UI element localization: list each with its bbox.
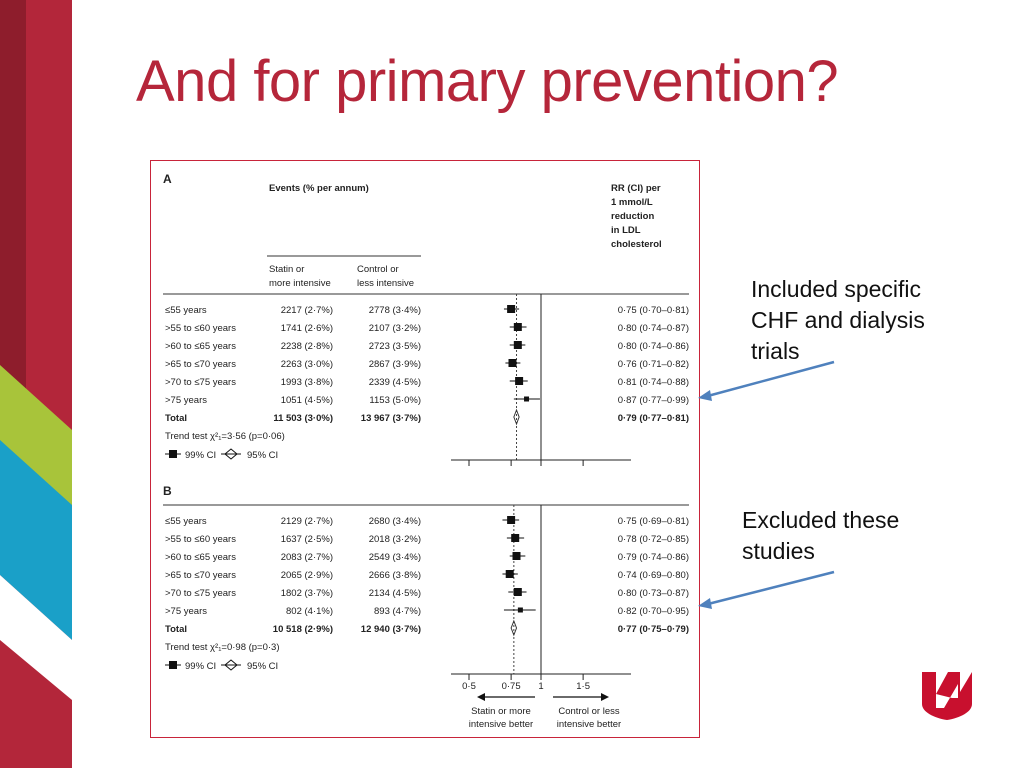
- row-rr-value: 0·81 (0·74–0·88): [617, 377, 689, 388]
- annotation-line: Included specific: [751, 276, 922, 302]
- events-header: Events (% per annum): [269, 183, 369, 194]
- row-age-label: >75 years: [165, 606, 207, 617]
- direction-left-label: Statin or more: [471, 706, 531, 717]
- row-statin-value: 1637 (2·5%): [280, 534, 333, 545]
- row-statin-value: 2217 (2·7%): [280, 305, 333, 316]
- total-rr-value: 0·79 (0·77–0·81): [617, 413, 689, 424]
- control-col-header: Control or: [357, 264, 399, 275]
- legend-95ci: 95% CI: [247, 450, 279, 461]
- row-control-value: 2867 (3·9%): [368, 359, 421, 370]
- x-axis-tick-label: 1·5: [576, 681, 590, 692]
- arrow-icon: [704, 362, 834, 397]
- trend-test: Trend test χ²₁=0·98 (p=0·3): [165, 642, 280, 653]
- row-rr-value: 0·75 (0·70–0·81): [617, 305, 689, 316]
- statin-col-header: Statin or: [269, 264, 305, 275]
- rr-header: cholesterol: [611, 239, 662, 250]
- row-rr-value: 0·78 (0·72–0·85): [617, 534, 689, 545]
- row-rr-value: 0·87 (0·77–0·99): [617, 395, 689, 406]
- row-rr-value: 0·79 (0·74–0·86): [617, 552, 689, 563]
- x-axis-tick-label: 0·75: [501, 681, 521, 692]
- university-logo-icon: [918, 664, 976, 720]
- row-statin-value: 1741 (2·6%): [280, 323, 333, 334]
- row-control-value: 2666 (3·8%): [368, 570, 421, 581]
- annotation-line: Excluded these: [742, 507, 900, 533]
- direction-right-label: Control or less: [558, 706, 620, 717]
- rr-header: reduction: [611, 211, 655, 222]
- row-age-label: ≤55 years: [165, 516, 207, 527]
- arrow-icon: [704, 572, 834, 605]
- row-control-value: 2778 (3·4%): [368, 305, 421, 316]
- row-age-label: >70 to ≤75 years: [165, 377, 236, 388]
- row-rr-value: 0·80 (0·74–0·87): [617, 323, 689, 334]
- row-control-value: 2107 (3·2%): [368, 323, 421, 334]
- legend-99ci: 99% CI: [185, 450, 217, 461]
- row-control-value: 2680 (3·4%): [368, 516, 421, 527]
- row-age-label: ≤55 years: [165, 305, 207, 316]
- row-statin-value: 802 (4·1%): [286, 606, 333, 617]
- rr-header: 1 mmol/L: [611, 197, 653, 208]
- legend-99ci: 99% CI: [185, 661, 217, 672]
- row-statin-value: 2129 (2·7%): [280, 516, 333, 527]
- annotation-line: trials: [751, 338, 800, 364]
- arrowhead-icon: [698, 390, 712, 401]
- annotation-line: CHF and dialysis: [751, 307, 925, 333]
- row-rr-value: 0·74 (0·69–0·80): [617, 570, 689, 581]
- row-rr-value: 0·82 (0·70–0·95): [617, 606, 689, 617]
- annotation-line: studies: [742, 538, 815, 564]
- row-control-value: 1153 (5·0%): [369, 395, 421, 406]
- row-statin-value: 2083 (2·7%): [280, 552, 333, 563]
- total-control-value: 13 967 (3·7%): [360, 413, 421, 424]
- row-control-value: 2134 (4·5%): [368, 588, 421, 599]
- row-control-value: 893 (4·7%): [374, 606, 421, 617]
- row-rr-value: 0·80 (0·74–0·86): [617, 341, 689, 352]
- row-statin-value: 2263 (3·0%): [280, 359, 333, 370]
- total-rr-value: 0·77 (0·75–0·79): [617, 624, 689, 635]
- row-statin-value: 2238 (2·8%): [280, 341, 333, 352]
- row-control-value: 2549 (3·4%): [368, 552, 421, 563]
- row-statin-value: 2065 (2·9%): [280, 570, 333, 581]
- total-statin-value: 10 518 (2·9%): [272, 624, 333, 635]
- control-col-header: less intensive: [357, 278, 415, 289]
- row-rr-value: 0·75 (0·69–0·81): [617, 516, 689, 527]
- x-axis-tick-label: 0·5: [462, 681, 476, 692]
- row-statin-value: 1802 (3·7%): [280, 588, 333, 599]
- rr-header: in LDL: [611, 225, 641, 236]
- row-age-label: >60 to ≤65 years: [165, 341, 236, 352]
- row-age-label: >70 to ≤75 years: [165, 588, 236, 599]
- row-rr-value: 0·80 (0·73–0·87): [617, 588, 689, 599]
- row-rr-value: 0·76 (0·71–0·82): [617, 359, 689, 370]
- slide-title: And for primary prevention?: [136, 49, 839, 114]
- row-control-value: 2723 (3·5%): [368, 341, 421, 352]
- row-age-label: >55 to ≤60 years: [165, 323, 236, 334]
- legend-95ci: 95% CI: [247, 661, 279, 672]
- statin-col-header: more intensive: [269, 278, 331, 289]
- row-age-label: >75 years: [165, 395, 207, 406]
- row-statin-value: 1993 (3·8%): [280, 377, 333, 388]
- panel-label: A: [163, 172, 172, 186]
- row-age-label: >60 to ≤65 years: [165, 552, 236, 563]
- total-label: Total: [165, 413, 187, 424]
- panel-label: B: [163, 484, 172, 498]
- row-age-label: >65 to ≤70 years: [165, 570, 236, 581]
- total-control-value: 12 940 (3·7%): [360, 624, 421, 635]
- row-control-value: 2339 (4·5%): [368, 377, 421, 388]
- total-statin-value: 11 503 (3·0%): [273, 413, 333, 424]
- arrowhead-icon: [698, 598, 712, 609]
- direction-left-label: intensive better: [468, 719, 534, 730]
- x-axis-tick-label: 1: [538, 681, 544, 692]
- rr-header: RR (CI) per: [611, 183, 661, 194]
- row-control-value: 2018 (3·2%): [368, 534, 421, 545]
- row-statin-value: 1051 (4·5%): [280, 395, 333, 406]
- direction-right-label: intensive better: [556, 719, 622, 730]
- row-age-label: >55 to ≤60 years: [165, 534, 236, 545]
- row-age-label: >65 to ≤70 years: [165, 359, 236, 370]
- total-label: Total: [165, 624, 187, 635]
- trend-test: Trend test χ²₁=3·56 (p=0·06): [165, 431, 285, 442]
